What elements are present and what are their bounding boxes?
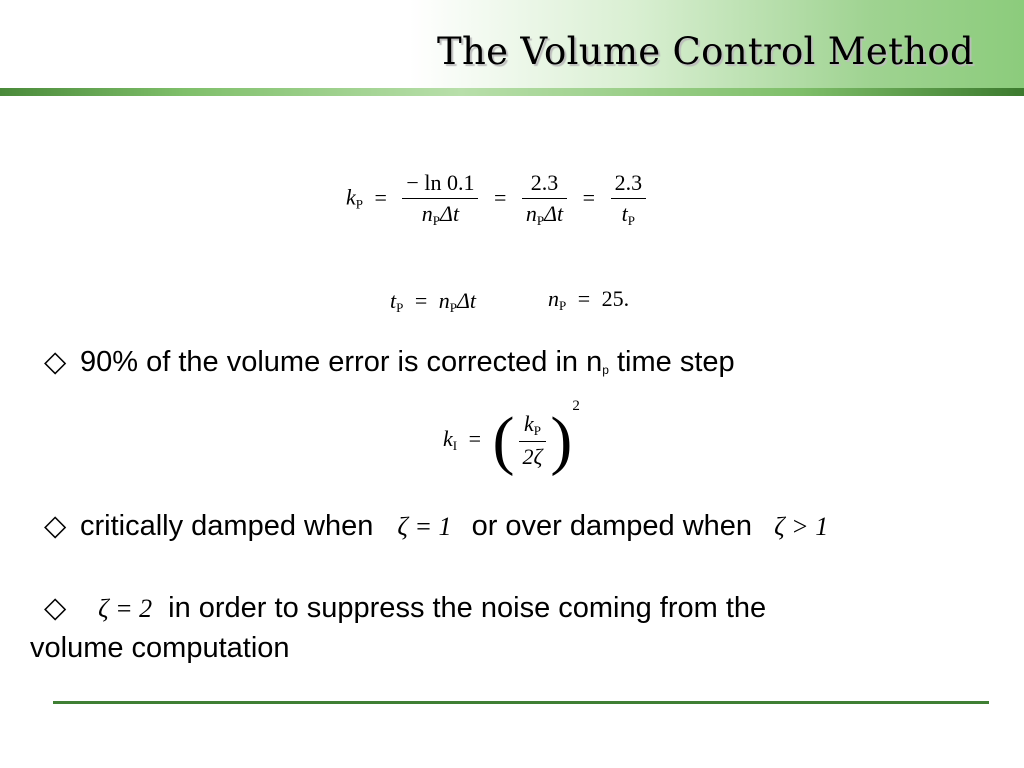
bullet-noise-suppression: ◇ ζ = 2 in order to suppress the noise coming from the [44, 592, 767, 624]
fraction-kp-2zeta: $\frac{k_P}{2\zeta}$ [519, 411, 547, 470]
fraction-ln: $\frac{- \ln 0.1}{n_P\Delta t}$ [402, 170, 478, 229]
diamond-bullet-icon: ◇ [44, 346, 67, 378]
footer-rule [53, 701, 989, 704]
title-underline [0, 88, 1024, 96]
fraction-2-3-tp: $\frac{2.3}{t_P}$ [611, 170, 647, 229]
bullet-noise-suppression-cont: volume computation [30, 632, 290, 664]
fraction-2-3-np: $\frac{2.3}{n_P\Delta t}$ [522, 170, 567, 229]
equation-ki: $k_I$ = ( $\frac{k_P}{2\zeta}$ )$^2$ [443, 398, 580, 477]
slide-title: The Volume Control Method [437, 30, 974, 73]
bullet-volume-error: ◇ 90% of the volume error is corrected in $n_p$ time step [44, 346, 735, 378]
equation-kp: $k_P$ = $\frac{- \ln 0.1}{n_P\Delta t}$ = $\frac{2.3}{n_P\Delta t}$ = $\frac{2.3}{t_P}$ [346, 170, 650, 229]
equation-tp: $t_P = n_P\Delta t$ [390, 288, 477, 315]
diamond-bullet-icon: ◇ [44, 592, 67, 624]
bullet-damping: ◇ critically damped when ζ = 1 or over damped when ζ > 1 [44, 510, 829, 542]
equation-np: $n_P = 25$. [548, 286, 630, 313]
diamond-bullet-icon: ◇ [44, 510, 67, 542]
